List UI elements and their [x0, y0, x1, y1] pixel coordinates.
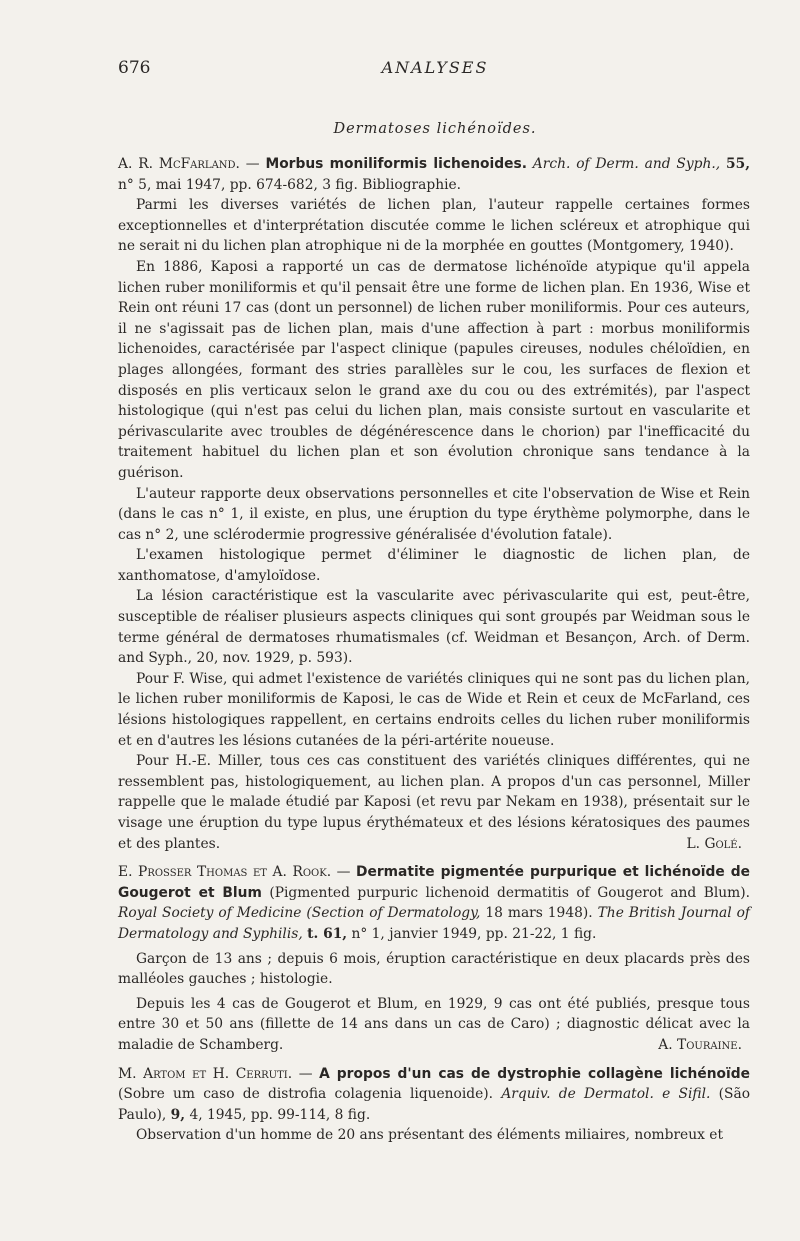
citation-title: Morbus moniliformis lichenoides.: [265, 156, 527, 172]
page-header: [118, 58, 752, 88]
paragraph: En 1886, Kaposi a rapporté un cas de dermatose lichénoïde atypique qu'il appela lichen ruber moniliformis et qu'il pensait être une forme de lichen plan. En 1936, Wise et Rein ont réuni 17 cas (dont un personnel) de lichen ruber moniliformis. Pour ces auteurs, il ne s'agissait pas de lichen plan, mais d'une affection à part : morbus moniliformis lichenoides, caractérisée par l'aspect clinique (papules cireuses, nodules chéloïdien, en plages allongées, formant des stries parallèles sur le cou, les surfaces de flexion et disposés en plis verticaux selon le grand axe du cou ou des extrémités), par l'aspect histologique (qui n'est pas celui du lichen plan, mais consiste surtout en vascularite et périvascularite avec troubles de dégénérescence dans le chorion) par l'inefficacité du traitement habituel du lichen plan et son évolution chronique sans tendance à la guérison.: [118, 258, 750, 481]
signature: L. Golé.: [686, 835, 742, 852]
abstract-entry-2: [118, 862, 750, 1055]
citation-authors: M. Artom et H. Cerruti.: [118, 1065, 293, 1082]
article-body: [118, 154, 750, 1154]
running-head: ANALYSES: [381, 58, 489, 77]
citation-journal: Arquiv. de Dermatol. e Sifil.: [501, 1086, 711, 1103]
citation-3: M. Artom et H. Cerruti. — A propos d'un cas de dystrophie collagène lichénoïde (Sobre um caso de distrofia colagenia liquenoide). Arquiv. de Dermatol. e Sifil. (São Paulo), 9, 4, 1945, pp. 99-114, 8 fig.: [118, 1065, 751, 1123]
citation-volume: t. 61,: [307, 925, 348, 942]
abstract-entry-3: [118, 1064, 750, 1146]
citation-details: n° 1, janvier 1949, pp. 21-22, 1 fig.: [351, 925, 597, 942]
citation-volume: 9,: [170, 1106, 186, 1123]
citation-details: 4, 1945, pp. 99-114, 8 fig.: [189, 1106, 371, 1123]
citation-details: 18 mars 1948).: [485, 905, 593, 922]
citation-volume: 55,: [726, 156, 751, 172]
citation-authors: E. Prosser Thomas et A. Rook.: [118, 864, 332, 881]
citation-authors: A. R. McFarland.: [118, 156, 240, 172]
citation-details: (São Paulo),: [118, 1086, 751, 1123]
citation-title: A propos d'un cas de dystrophie collagène lichénoïde: [319, 1065, 751, 1082]
signature: A. Touraine.: [658, 1036, 742, 1053]
section-title: Dermatoses lichénoïdes.: [333, 121, 537, 137]
citation-2: E. Prosser Thomas et A. Rook. — Dermatite pigmentée purpurique et lichénoïde de Gougerot et Blum (Pigmented purpuric lichenoid dermatitis of Gougerot and Blum). Royal Society of Medicine (Section of Dermatology, 18 mars 1948). The British Journal of Dermatology and Syphilis, t. 61, n° 1, janvier 1949, pp. 21-22, 1 fig.: [118, 864, 750, 942]
paragraph: Depuis les 4 cas de Gougerot et Blum, en 1929, 9 cas ont été publiés, presque tous entre 30 et 50 ans (fillette de 14 ans dans un cas de Caro) ; diagnostic délicat avec la maladie de Schamberg.: [118, 995, 750, 1053]
paragraph: L'examen histologique permet d'éliminer le diagnostic de lichen plan, de xanthomatose, d'amyloïdose.: [118, 547, 750, 584]
paragraph: Garçon de 13 ans ; depuis 6 mois, éruption caractéristique en deux placards près des malléoles gauches ; histologie.: [118, 950, 750, 988]
paragraph: L'auteur rapporte deux observations personnelles et cite l'observation de Wise et Rein (dans le cas n° 1, il existe, en plus, une éruption du type érythème polymorphe, dans le cas n° 2, une sclérodermie progressive généralisée d'évolution fatale).: [118, 485, 750, 543]
citation-details: (Sobre um caso de distrofia colagenia liquenoide).: [118, 1086, 494, 1103]
paragraph: La lésion caractéristique est la vascularite avec périvascularite qui est, peut-être, susceptible de réaliser plusieurs aspects cliniques qui sont groupés par Weidman sous le terme général de dermatoses rhumatismales (cf. Weidman et Besançon, Arch. of Derm. and Syph., 20, nov. 1929, p. 593).: [118, 588, 750, 667]
page-number: 676: [118, 58, 151, 78]
abstract-entry-1: [118, 154, 750, 854]
paragraph: Pour F. Wise, qui admet l'existence de variétés cliniques qui ne sont pas du lichen plan, le lichen ruber moniliformis de Kaposi, le cas de Wide et Rein et ceux de McFarland, ces lésions histologiques rappellent, en certains endroits celles du lichen ruber moniliformis et en d'autres les lésions cutanées de la péri-artérite noueuse.: [118, 670, 750, 749]
citation-details: (Pigmented purpuric lichenoid dermatitis of Gougerot and Blum).: [269, 884, 750, 901]
paragraph: Observation d'un homme de 20 ans présentant des éléments miliaires, nombreux et: [136, 1127, 723, 1144]
citation-details: n° 5, mai 1947, pp. 674-682, 3 fig. Bibliographie.: [118, 176, 462, 193]
citation-journal: Royal Society of Medicine (Section of Dermatology,: [118, 905, 481, 922]
citation-1: A. R. McFarland. — Morbus moniliformis lichenoides. Arch. of Derm. and Syph., 55, n° 5, mai 1947, pp. 674-682, 3 fig. Bibliographie.: [118, 156, 751, 193]
citation-title: Dermatite pigmentée purpurique et lichénoïde de Gougerot et Blum: [118, 864, 750, 901]
citation-journal: The British Journal of Dermatology and Syphilis,: [118, 905, 750, 942]
paragraph: Parmi les diverses variétés de lichen plan, l'auteur rappelle certaines formes exceptionnelles et d'interprétation discutée comme le lichen scléreux et atrophique qui ne serait ni du lichen plan atrophique ni de la morphée en gouttes (Montgomery, 1940).: [118, 197, 750, 255]
paragraph: Pour H.-E. Miller, tous ces cas constituent des variétés cliniques différentes, qui ne ressemblent pas, histologiquement, au lichen plan. A propos d'un cas personnel, Miller rappelle que le malade étudié par Kaposi (et revu par Nekam en 1938), présentait sur le visage une éruption du type lupus érythémateux et des lésions kératosiques des paumes et des plantes.: [118, 753, 750, 852]
citation-journal: Arch. of Derm. and Syph.,: [532, 156, 721, 172]
